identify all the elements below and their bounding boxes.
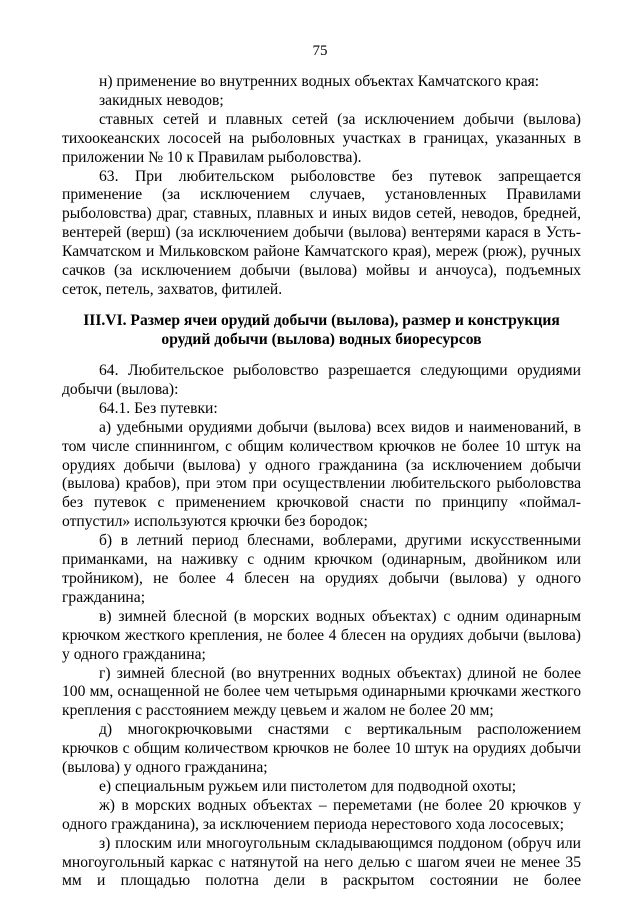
paragraph-v: в) зимней блесной (в морских водных объектах) с одним одинарным крючком жесткого крепления, не более 4 блесен на орудиях добычи (вылова) у одного гражданина;	[62, 607, 581, 663]
paragraph-g: г) зимней блесной (во внутренних водных объектах) длиной не более 100 мм, оснащенной не более чем четырьмя одинарными крючками жесткого крепления с расстоянием между цевьем и жалом не более 20 мм;	[62, 664, 581, 720]
paragraph-a: а) удебными орудиями добычи (вылова) всех видов и наименований, в том числе спиннингом, с общим количеством крючков не более 10 штук на орудиях добычи (вылова) у одного гражданина (за исключением добычи (вылова) крабов), при этом при осуществлении любительского рыболовства без путевок с применением крючковой снасти по принципу «поймал-отпустил» используются крючки без бородок;	[62, 418, 581, 531]
paragraph-zh: ж) в морских водных объектах – переметами (не более 20 крючков у одного гражданина), за исключением периода нерестового хода лососевых;	[62, 796, 581, 833]
paragraph-z: з) плоским или многоугольным складывающимся поддоном (обруч или многоугольный каркас с натянутой на него делью с шагом ячеи не менее 35 мм и площадью полотна дели в раскрытом состоянии не более	[62, 834, 581, 890]
paragraph-zakidnye-nevody: закидных неводов;	[99, 91, 224, 109]
section-heading-line-1: III.VI. Размер ячеи орудий добычи (вылова), размер и конструкция	[83, 312, 560, 329]
paragraph-stavnye-seti: ставных сетей и плавных сетей (за исключением добычи (вылова) тихоокеанских лососей на рыболовных участках в границах, указанных в приложении № 10 к Правилам рыболовства).	[62, 110, 581, 166]
paragraph-64: 64. Любительское рыболовство разрешается следующими орудиями добычи (вылова):	[62, 362, 581, 398]
section-heading	[62, 311, 581, 349]
paragraph-n: н) применение во внутренних водных объектах Камчатского края:	[99, 73, 540, 90]
section-heading-line-2: орудий добычи (вылова) водных биоресурсов	[161, 331, 482, 348]
top-text-block	[62, 73, 581, 300]
paragraph-b: б) в летний период блеснами, воблерами, другими искусственными приманками, на наживку с одним крючком (одинарным, двойником или тройником), не более 4 блесен на орудиях добычи (вылова) у одного гражданина;	[62, 532, 581, 606]
paragraph-e: е) специальным ружьем или пистолетом для подводной охоты;	[99, 777, 517, 795]
paragraph-63: 63. При любительском рыболовстве без путевок запрещается применение (за исключением случаев, установленных Правилами рыболовства) драг, ставных, плавных и иных видов сетей, неводов, бредней, вентерей (верш) (за исключением добычи (вылова) вентерями карася в Усть-Камчатском и Мильковском районе Камчатского края), мереж (рюж), ручных сачков (за исключением добычи (вылова) мойвы и анчоуса), подъемных сеток, петель, захватов, фитилей.	[62, 167, 581, 298]
paragraph-64-1: 64.1. Без путевки:	[99, 399, 218, 417]
page-number: 75	[312, 43, 328, 59]
bottom-text-block	[62, 362, 581, 891]
paragraph-d: д) многокрючковыми снастями с вертикальным расположением крючков с общим количеством крючков не более 10 штук на орудиях добычи (вылова) у одного гражданина;	[62, 721, 581, 777]
